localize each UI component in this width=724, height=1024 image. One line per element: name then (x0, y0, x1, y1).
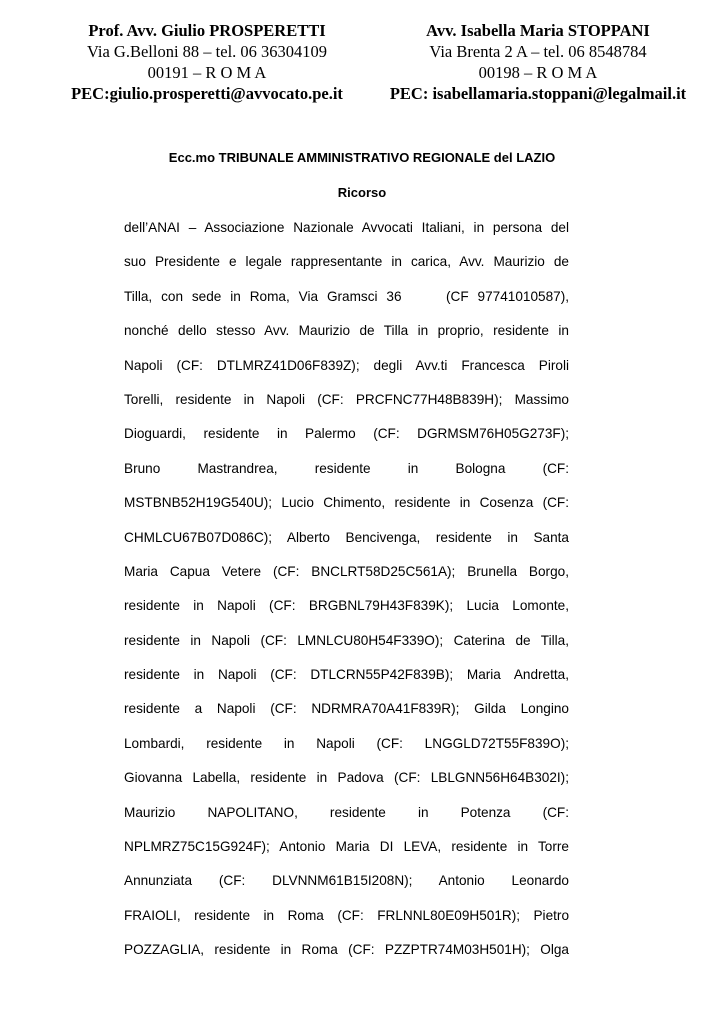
lawyer-name-left: Prof. Avv. Giulio PROSPERETTI (88, 21, 326, 40)
document-subtitle: Ricorso (337, 185, 387, 200)
body-line: residente in Napoli (CF: LMNLCU80H54F339O); Caterina de Tilla, (124, 632, 569, 648)
document-body (124, 218, 569, 975)
body-line: suo Presidente e legale rappresentante in carica, Avv. Maurizio de (124, 254, 569, 270)
lawyer-pec-right: PEC: isabellamaria.stoppani@legalmail.it (389, 84, 687, 103)
body-line: residente a Napoli (CF: NDRMRA70A41F839R); Gilda Longino (124, 701, 569, 717)
body-line: MSTBNB52H19G540U); Lucio Chimento, residente in Cosenza (CF: (124, 495, 569, 511)
body-line: Napoli (CF: DTLMRZ41D06F839Z); degli Avv.ti Francesca Piroli (124, 357, 569, 373)
lawyer-address-right: Via Brenta 2 A – tel. 06 8548784 (429, 42, 647, 61)
body-line: POZZAGLIA, residente in Roma (CF: PZZPTR74M03H501H); Olga (124, 942, 569, 958)
body-line: Annunziata (CF: DLVNNM61B15I208N); Antonio Leonardo (124, 873, 569, 889)
body-line: NPLMRZ75C15G924F); Antonio Maria DI LEVA, residente in Torre (124, 839, 569, 855)
lawyer-city-right: 00198 – R O M A (478, 63, 598, 82)
body-line: Bruno Mastrandrea, residente in Bologna (CF: (124, 460, 569, 476)
body-line: nonché dello stesso Avv. Maurizio de Tilla in proprio, residente in (124, 323, 569, 339)
body-line: FRAIOLI, residente in Roma (CF: FRLNNL80E09H501R); Pietro (124, 907, 569, 923)
lawyer-pec-left: PEC:giulio.prosperetti@avvocato.pe.it (71, 84, 343, 103)
document-title: Ecc.mo TRIBUNALE AMMINISTRATIVO REGIONALE del LAZIO (168, 150, 556, 165)
body-line: Giovanna Labella, residente in Padova (CF: LBLGNN56H64B302I); (124, 770, 569, 786)
body-line: Torelli, residente in Napoli (CF: PRCFNC77H48B839H); Massimo (124, 391, 569, 407)
body-line: residente in Napoli (CF: BRGBNL79H43F839K); Lucia Lomonte, (124, 598, 569, 614)
body-line: Maria Capua Vetere (CF: BNCLRT58D25C561A); Brunella Borgo, (124, 563, 569, 579)
lawyer-city-left: 00191 – R O M A (147, 63, 267, 82)
body-line: Maurizio NAPOLITANO, residente in Potenza (CF: (124, 804, 569, 820)
body-line: dell’ANAI – Associazione Nazionale Avvocati Italiani, in persona del (124, 220, 569, 235)
body-line: residente in Napoli (CF: DTLCRN55P42F839B); Maria Andretta, (124, 667, 569, 683)
letterhead-left (64, 20, 350, 104)
lawyer-address-left: Via G.Belloni 88 – tel. 06 36304109 (86, 42, 328, 61)
body-line: Tilla, con sede in Roma, Via Gramsci 36 (CF 97741010587), (124, 288, 569, 304)
body-line: Dioguardi, residente in Palermo (CF: DGRMSM76H05G273F); (124, 426, 569, 442)
body-line: CHMLCU67B07D086C); Alberto Bencivenga, residente in Santa (124, 529, 569, 545)
body-line: Lombardi, residente in Napoli (CF: LNGGLD72T55F839O); (124, 735, 569, 751)
letterhead-right (380, 20, 696, 104)
lawyer-name-right: Avv. Isabella Maria STOPPANI (426, 21, 650, 40)
